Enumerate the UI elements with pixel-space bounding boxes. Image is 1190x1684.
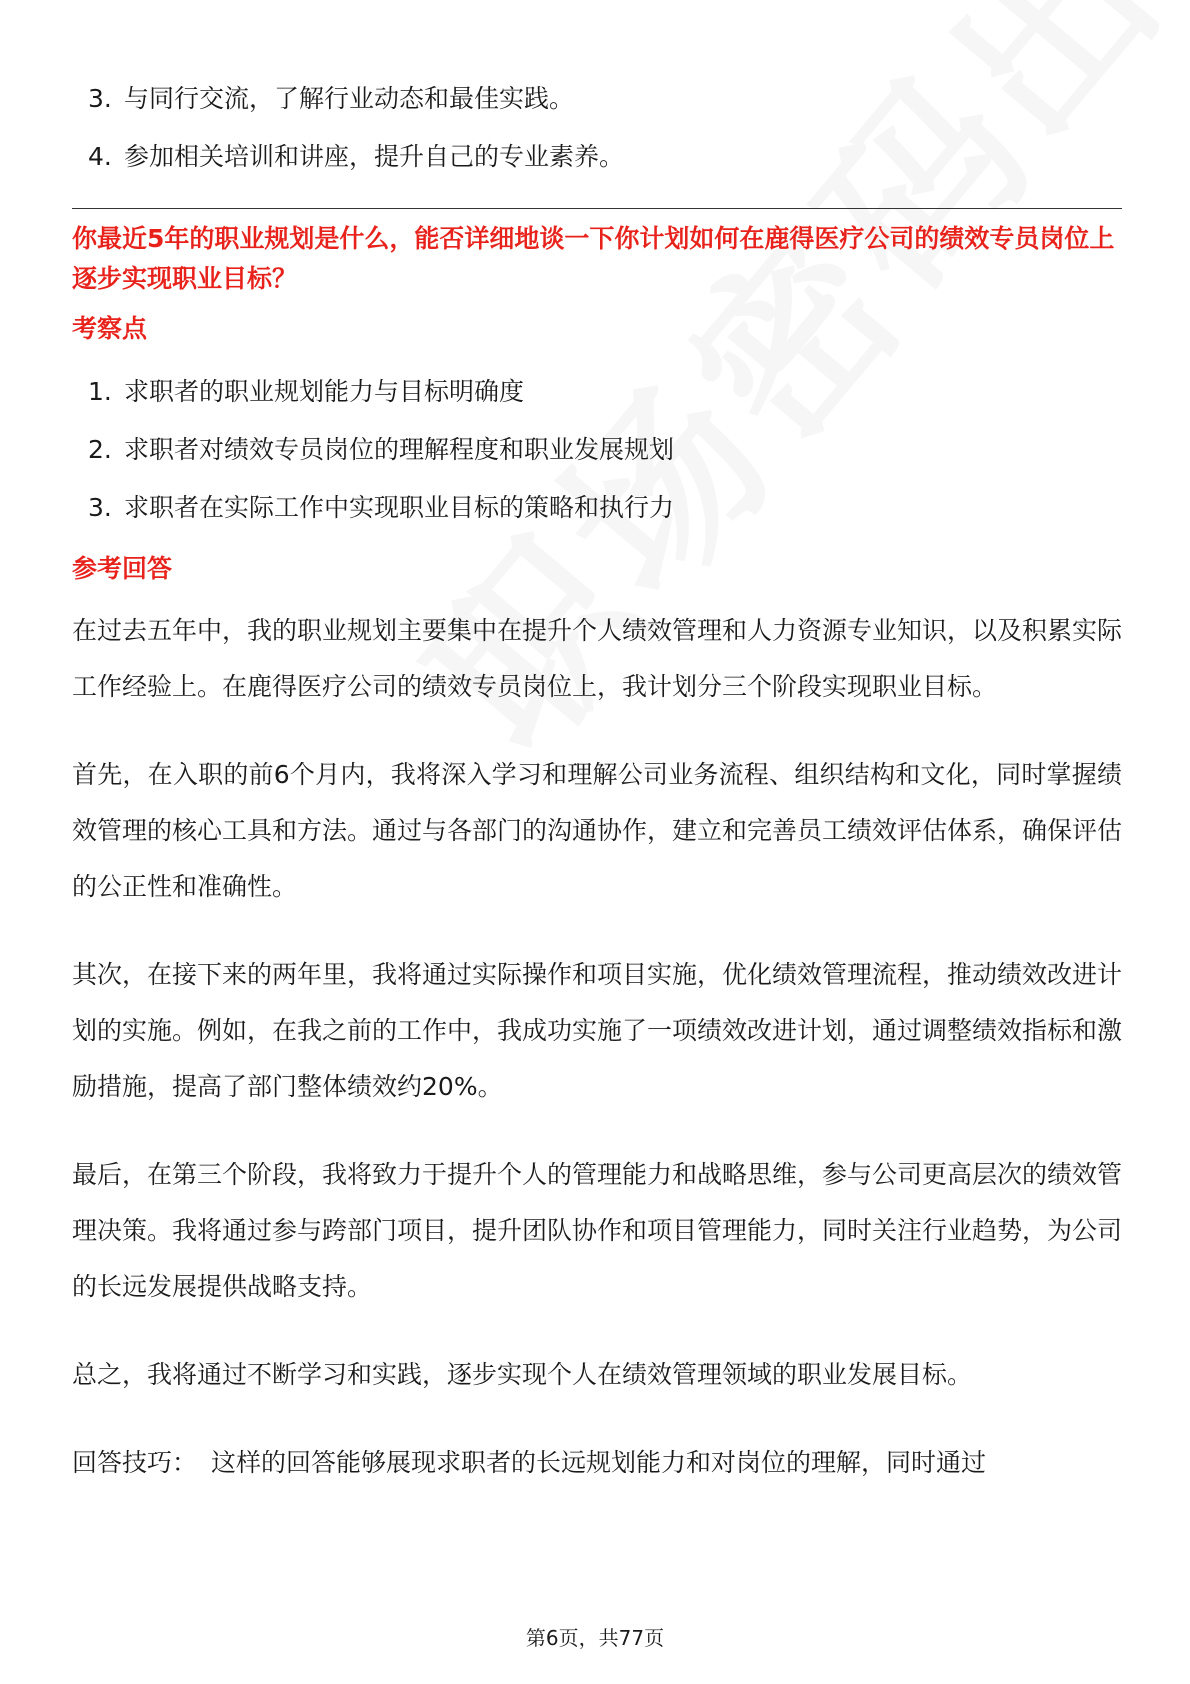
focus-list: [72, 363, 1122, 537]
answer-paragraph: 最后，在第三个阶段，我将致力于提升个人的管理能力和战略思维，参与公司更高层次的绩效管理决策。我将通过参与跨部门项目，提升团队协作和项目管理能力，同时关注行业趋势，为公司的长远发展提供战略支持。: [72, 1160, 1123, 1301]
answer-heading: 参考回答: [72, 554, 173, 583]
list-item: [72, 479, 1122, 537]
focus-heading: 考察点: [72, 314, 148, 343]
answer-paragraph: 其次，在接下来的两年里，我将通过实际操作和项目实施，优化绩效管理流程，推动绩效改进计划的实施。例如，在我之前的工作中，我成功实施了一项绩效改进计划，通过调整绩效指标和激励措施，提高了部门整体绩效约20%。: [72, 960, 1123, 1101]
list-number: 1.: [88, 377, 112, 406]
list-text: 参加相关培训和讲座，提升自己的专业素养。: [124, 142, 625, 171]
list-text: 与同行交流，了解行业动态和最佳实践。: [124, 84, 575, 113]
section-divider: [72, 208, 1122, 209]
answer-paragraph: 首先，在入职的前6个月内，我将深入学习和理解公司业务流程、组织结构和文化，同时掌握绩效管理的核心工具和方法。通过与各部门的沟通协作，建立和完善员工绩效评估体系，确保评估的公正性和准确性。: [72, 760, 1123, 901]
question-heading: 你最近5年的职业规划是什么，能否详细地谈一下你计划如何在鹿得医疗公司的绩效专员岗位上逐步实现职业目标？: [72, 224, 1115, 293]
tip-label: 回答技巧：: [72, 1448, 198, 1477]
answer-tip: [72, 1435, 1122, 1491]
answer-paragraph: 总之，我将通过不断学习和实践，逐步实现个人在绩效管理领域的职业发展目标。: [72, 1360, 973, 1389]
list-number: 3.: [88, 84, 112, 113]
list-text: 求职者在实际工作中实现职业目标的策略和执行力: [124, 493, 675, 522]
top-list: [72, 70, 1122, 186]
answer-paragraph: 在过去五年中，我的职业规划主要集中在提升个人绩效管理和人力资源专业知识，以及积累实际工作经验上。在鹿得医疗公司的绩效专员岗位上，我计划分三个阶段实现职业目标。: [72, 616, 1123, 701]
list-number: 3.: [88, 493, 112, 522]
tip-text: 这样的回答能够展现求职者的长远规划能力和对岗位的理解，同时通过: [211, 1448, 987, 1477]
list-text: 求职者对绩效专员岗位的理解程度和职业发展规划: [124, 435, 675, 464]
page-content: [72, 70, 1122, 1491]
list-item: [72, 70, 1122, 128]
page-footer: 第6页，共77页: [525, 1626, 665, 1650]
list-item: [72, 363, 1122, 421]
list-item: [72, 128, 1122, 186]
list-item: [72, 421, 1122, 479]
list-text: 求职者的职业规划能力与目标明确度: [124, 377, 525, 406]
list-number: 2.: [88, 435, 112, 464]
list-number: 4.: [88, 142, 112, 171]
